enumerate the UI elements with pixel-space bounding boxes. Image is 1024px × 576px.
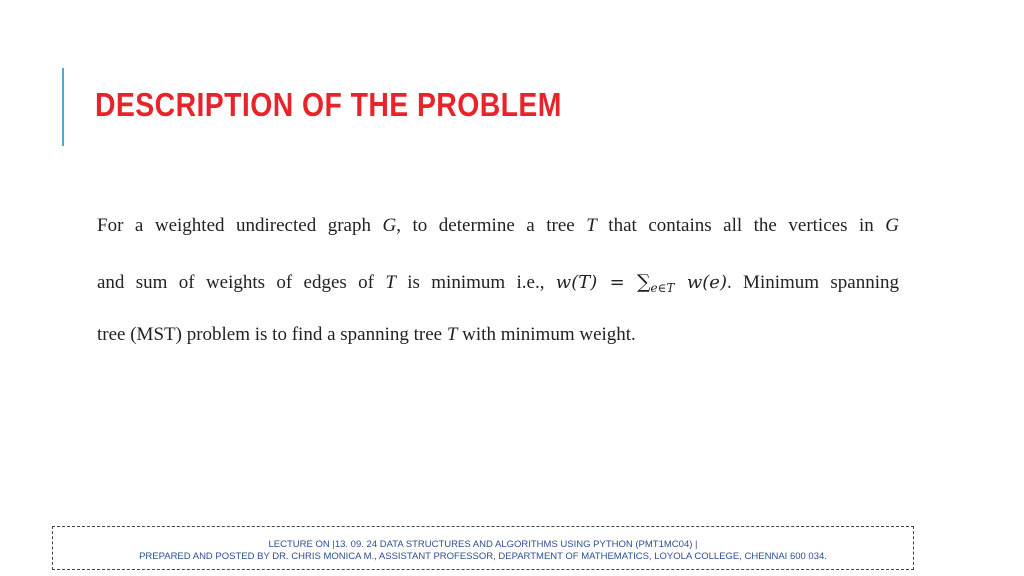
var-t: T — [586, 215, 597, 236]
paragraph-line-3 — [97, 324, 899, 346]
text: tree (MST) problem is to find a spanning tree — [97, 324, 447, 345]
text: with minimum weight. — [457, 324, 636, 345]
var-g: G — [885, 215, 900, 236]
formula-rhs: w(e) — [674, 272, 727, 293]
slide-title: DESCRIPTION OF THE PROBLEM — [95, 86, 562, 123]
paragraph-line-2 — [97, 271, 899, 295]
sigma-subscript: e∈T — [650, 281, 675, 295]
var-t: T — [446, 324, 458, 345]
text: . Minimum spanning — [726, 272, 900, 293]
formula-lhs: w(T) = — [555, 272, 637, 293]
var-t: T — [385, 272, 396, 293]
footer-author-line: PREPARED AND POSTED BY DR. CHRIS MONICA M., ASSISTANT PROFESSOR, DEPARTMENT OF MATHEMATICS, LOYOLA COLLEGE, CHENNAI 600 034. — [139, 551, 827, 562]
footer-lecture-line: LECTURE ON |13. 09. 24 DATA STRUCTURES AND ALGORITHMS USING PYTHON (PMT1MC04) | — [268, 539, 698, 550]
text: is minimum i.e., — [395, 272, 556, 293]
text: , to determine a tree — [396, 215, 587, 236]
text: For a weighted undirected graph — [97, 215, 383, 236]
footer-box — [52, 526, 914, 570]
paragraph-line-1 — [97, 215, 899, 237]
sigma-symbol: ∑ — [636, 271, 651, 293]
text: that contains all the vertices in — [596, 215, 886, 236]
text: and sum of weights of edges of — [97, 272, 386, 293]
var-g: G — [382, 215, 397, 236]
title-accent-bar — [62, 68, 64, 146]
